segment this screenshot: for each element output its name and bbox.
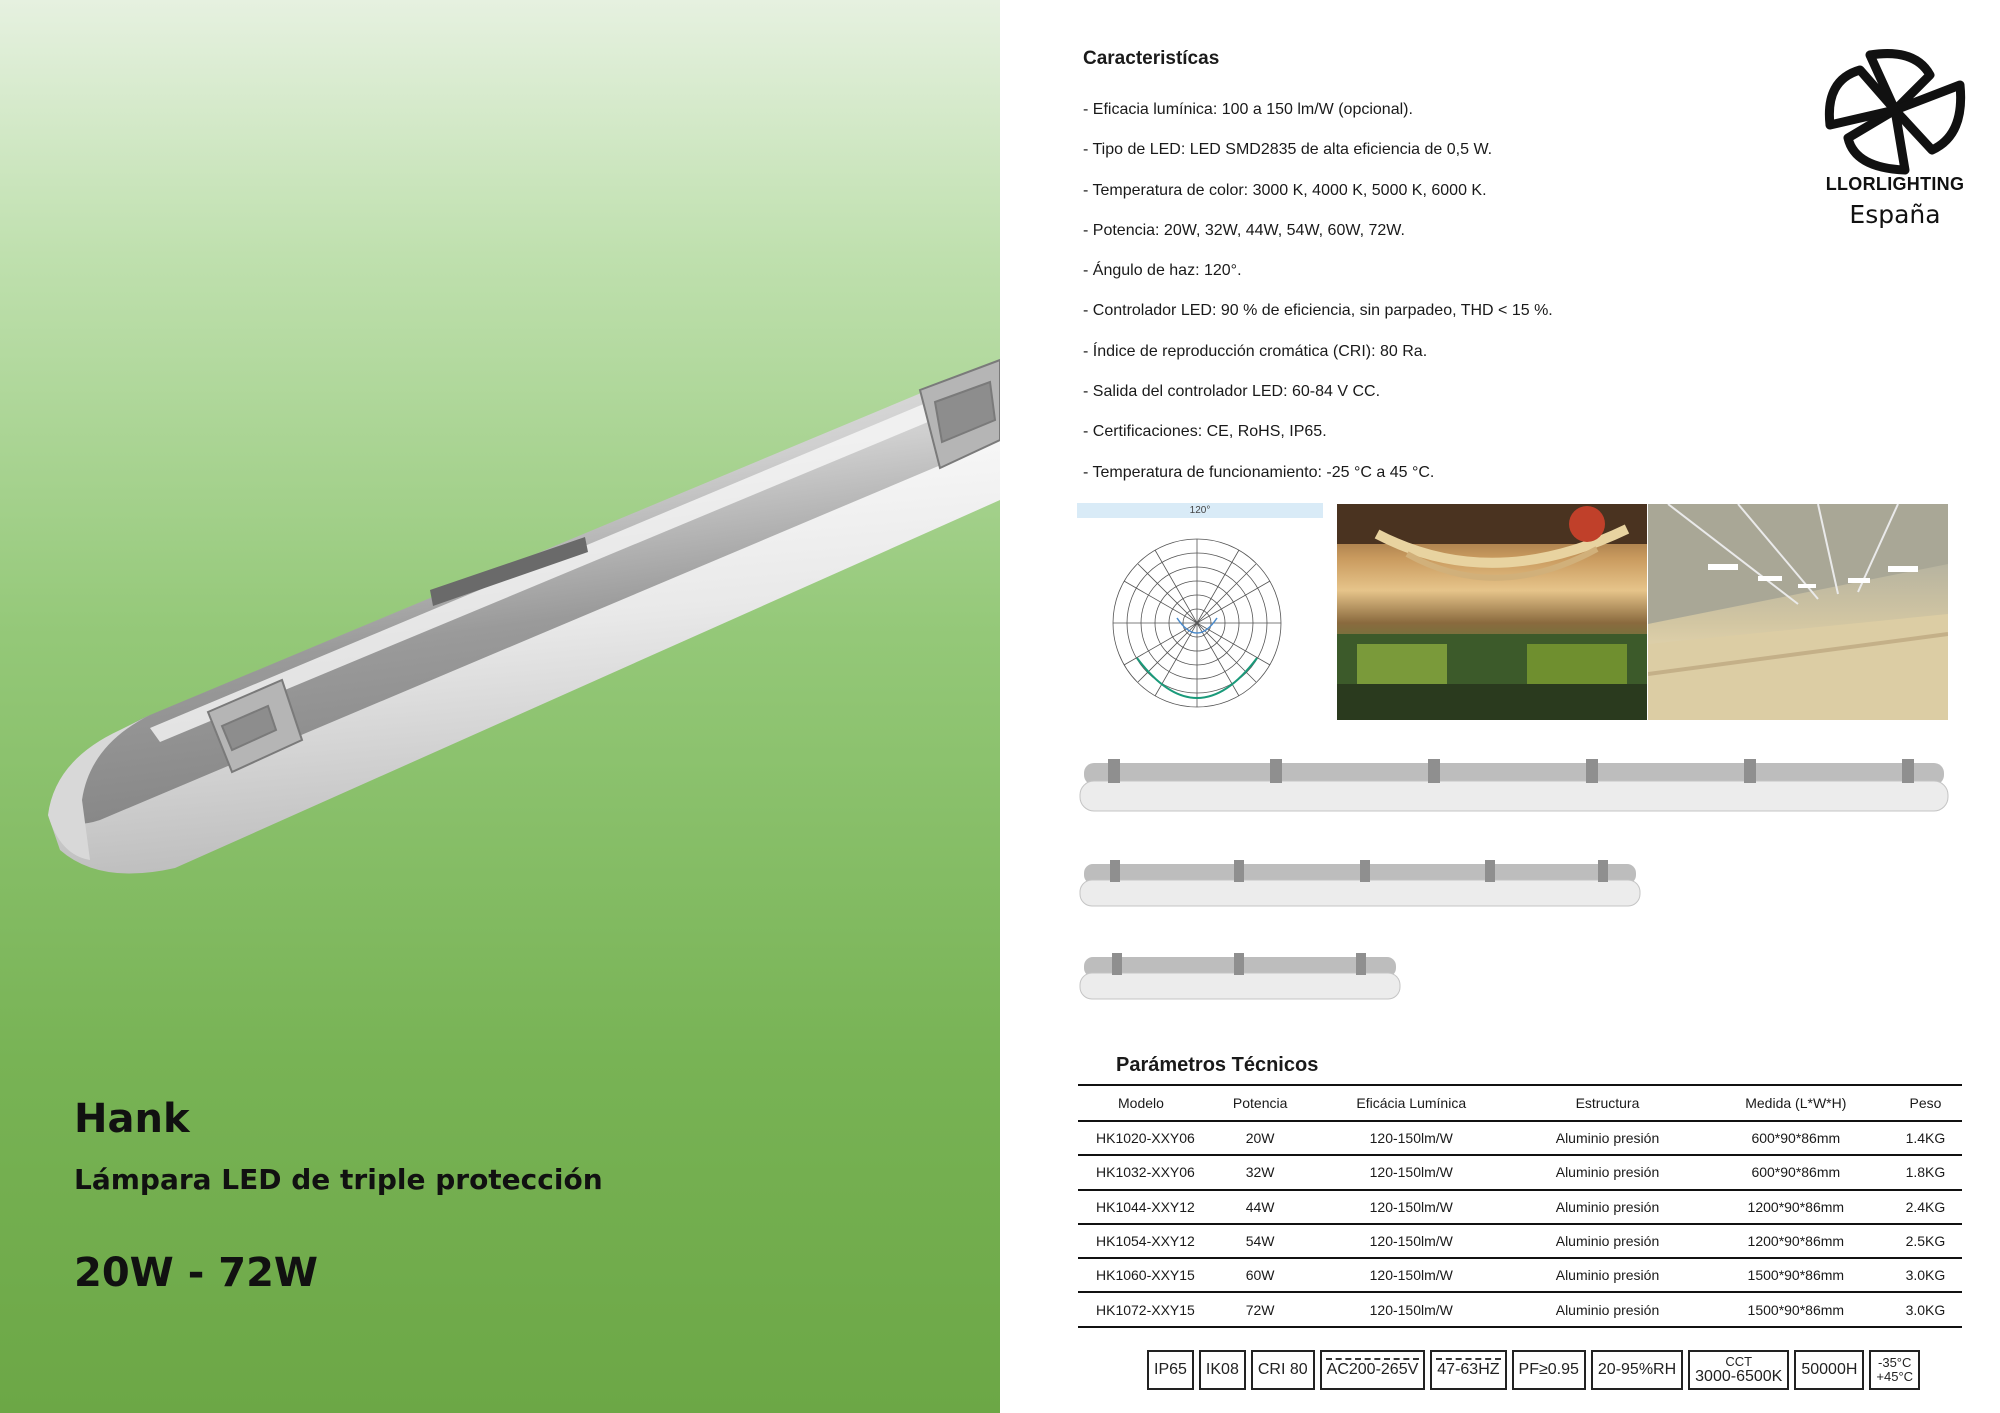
table-cell: 3.0KG	[1889, 1258, 1962, 1292]
table-cell: 120-150lm/W	[1310, 1258, 1512, 1292]
table-cell: 54W	[1210, 1224, 1310, 1258]
table-cell: Aluminio presión	[1512, 1121, 1703, 1155]
tech-params-heading: Parámetros Técnicos	[1116, 1054, 1319, 1076]
badge-cct-label: CCT	[1725, 1353, 1753, 1369]
badge-temp-max: +45°C	[1876, 1369, 1914, 1384]
table-cell: Aluminio presión	[1512, 1155, 1703, 1189]
table-cell: HK1020-XXY06	[1078, 1121, 1210, 1155]
table-cell: 1500*90*86mm	[1703, 1292, 1889, 1326]
badge-ip: IP65	[1147, 1350, 1194, 1390]
table-cell: 600*90*86mm	[1703, 1155, 1889, 1189]
feature-item: - Temperatura de funcionamiento: -25 °C a 45 °C.	[1083, 463, 1435, 481]
badge-cct-value: 3000-6500K	[1695, 1367, 1783, 1385]
table-cell: 1.8KG	[1889, 1155, 1962, 1189]
column-header: Estructura	[1512, 1085, 1703, 1121]
brand-logo	[1800, 40, 1990, 240]
application-photo-supermarket	[1337, 504, 1647, 720]
product-name: Hank	[74, 1096, 190, 1142]
product-subtitle: Lámpara LED de triple protección	[74, 1163, 603, 1196]
lamp-render-600mm	[1070, 945, 1410, 1005]
badge-power-factor: PF≥0.95	[1512, 1350, 1586, 1390]
table-cell: 32W	[1210, 1155, 1310, 1189]
feature-item: - Controlador LED: 90 % de eficiencia, sin parpadeo, THD < 15 %.	[1083, 302, 1553, 320]
brand-country: España	[1849, 200, 1941, 229]
table-cell: 120-150lm/W	[1310, 1224, 1512, 1258]
lamp-render-1500mm	[1070, 745, 1960, 825]
table-cell: 2.4KG	[1889, 1190, 1962, 1224]
tech-params-table	[1078, 1084, 1962, 1328]
table-row	[1078, 1292, 1962, 1326]
badge-cct	[1688, 1350, 1789, 1390]
badge-humidity: 20-95%RH	[1591, 1350, 1683, 1390]
table-cell: 3.0KG	[1889, 1292, 1962, 1326]
table-cell: HK1072-XXY15	[1078, 1292, 1210, 1326]
feature-item: - Tipo de LED: LED SMD2835 de alta eficiencia de 0,5 W.	[1083, 141, 1493, 159]
lamp-render-1200mm	[1070, 850, 1650, 915]
table-cell: 1.4KG	[1889, 1121, 1962, 1155]
table-row	[1078, 1121, 1962, 1155]
table-cell: 600*90*86mm	[1703, 1121, 1889, 1155]
pinwheel-logo-icon	[1820, 40, 1970, 180]
polar-beam-label: 120°	[1077, 503, 1323, 518]
table-cell: HK1054-XXY12	[1078, 1224, 1210, 1258]
table-cell: 44W	[1210, 1190, 1310, 1224]
table-row	[1078, 1155, 1962, 1189]
table-row	[1078, 1224, 1962, 1258]
application-photo-poultry-farm	[1648, 504, 1948, 720]
table-cell: 120-150lm/W	[1310, 1292, 1512, 1326]
table-cell: 60W	[1210, 1258, 1310, 1292]
supermarket-scene	[1337, 504, 1647, 720]
table-cell: HK1032-XXY06	[1078, 1155, 1210, 1189]
column-header: Peso	[1889, 1085, 1962, 1121]
feature-item: - Índice de reproducción cromática (CRI): 80 Ra.	[1083, 342, 1428, 360]
table-cell: 2.5KG	[1889, 1224, 1962, 1258]
feature-item: - Eficacia lumínica: 100 a 150 lm/W (opcional).	[1083, 101, 1413, 118]
column-header: Modelo	[1078, 1085, 1210, 1121]
badge-temp-min: -35°C	[1878, 1355, 1912, 1370]
badge-frequency: 47-63HZ	[1430, 1350, 1506, 1390]
column-header: Eficácia Lumínica	[1310, 1085, 1512, 1121]
product-power-range: 20W - 72W	[74, 1250, 319, 1296]
spec-badges	[1147, 1350, 1920, 1390]
table-cell: Aluminio presión	[1512, 1224, 1703, 1258]
table-cell: Aluminio presión	[1512, 1258, 1703, 1292]
table-cell: 20W	[1210, 1121, 1310, 1155]
feature-item: - Ángulo de haz: 120°.	[1083, 262, 1242, 280]
table-row	[1078, 1190, 1962, 1224]
feature-item: - Certificaciones: CE, RoHS, IP65.	[1083, 423, 1327, 441]
column-header: Potencia	[1210, 1085, 1310, 1121]
polar-chart-graphic	[1077, 518, 1323, 721]
table-header-row	[1078, 1085, 1962, 1121]
column-header: Medida (L*W*H)	[1703, 1085, 1889, 1121]
brand-name: LLORLIGHTING	[1825, 174, 1965, 194]
features-heading: Caracteristícas	[1083, 48, 1220, 69]
badge-ik: IK08	[1199, 1350, 1246, 1390]
badge-cri: CRI 80	[1251, 1350, 1315, 1390]
feature-item: - Potencia: 20W, 32W, 44W, 54W, 60W, 72W.	[1083, 221, 1405, 239]
table-cell: 1500*90*86mm	[1703, 1258, 1889, 1292]
feature-item: - Salida del controlador LED: 60-84 V CC.	[1083, 383, 1381, 401]
table-cell: 120-150lm/W	[1310, 1155, 1512, 1189]
polar-diagram	[1077, 503, 1323, 721]
badge-temperature	[1869, 1350, 1920, 1390]
table-row	[1078, 1258, 1962, 1292]
table-cell: HK1060-XXY15	[1078, 1258, 1210, 1292]
features-list	[1083, 98, 1553, 501]
table-cell: 120-150lm/W	[1310, 1190, 1512, 1224]
table-cell: 120-150lm/W	[1310, 1121, 1512, 1155]
table-cell: 1200*90*86mm	[1703, 1224, 1889, 1258]
table-cell: 72W	[1210, 1292, 1310, 1326]
feature-item: - Temperatura de color: 3000 K, 4000 K, 5000 K, 6000 K.	[1083, 181, 1487, 199]
poultry-farm-scene	[1648, 504, 1948, 720]
table-cell: HK1044-XXY12	[1078, 1190, 1210, 1224]
table-cell: 1200*90*86mm	[1703, 1190, 1889, 1224]
table-cell: Aluminio presión	[1512, 1190, 1703, 1224]
table-cell: Aluminio presión	[1512, 1292, 1703, 1326]
badge-voltage: AC200-265V	[1320, 1350, 1426, 1390]
badge-lifetime: 50000H	[1794, 1350, 1864, 1390]
